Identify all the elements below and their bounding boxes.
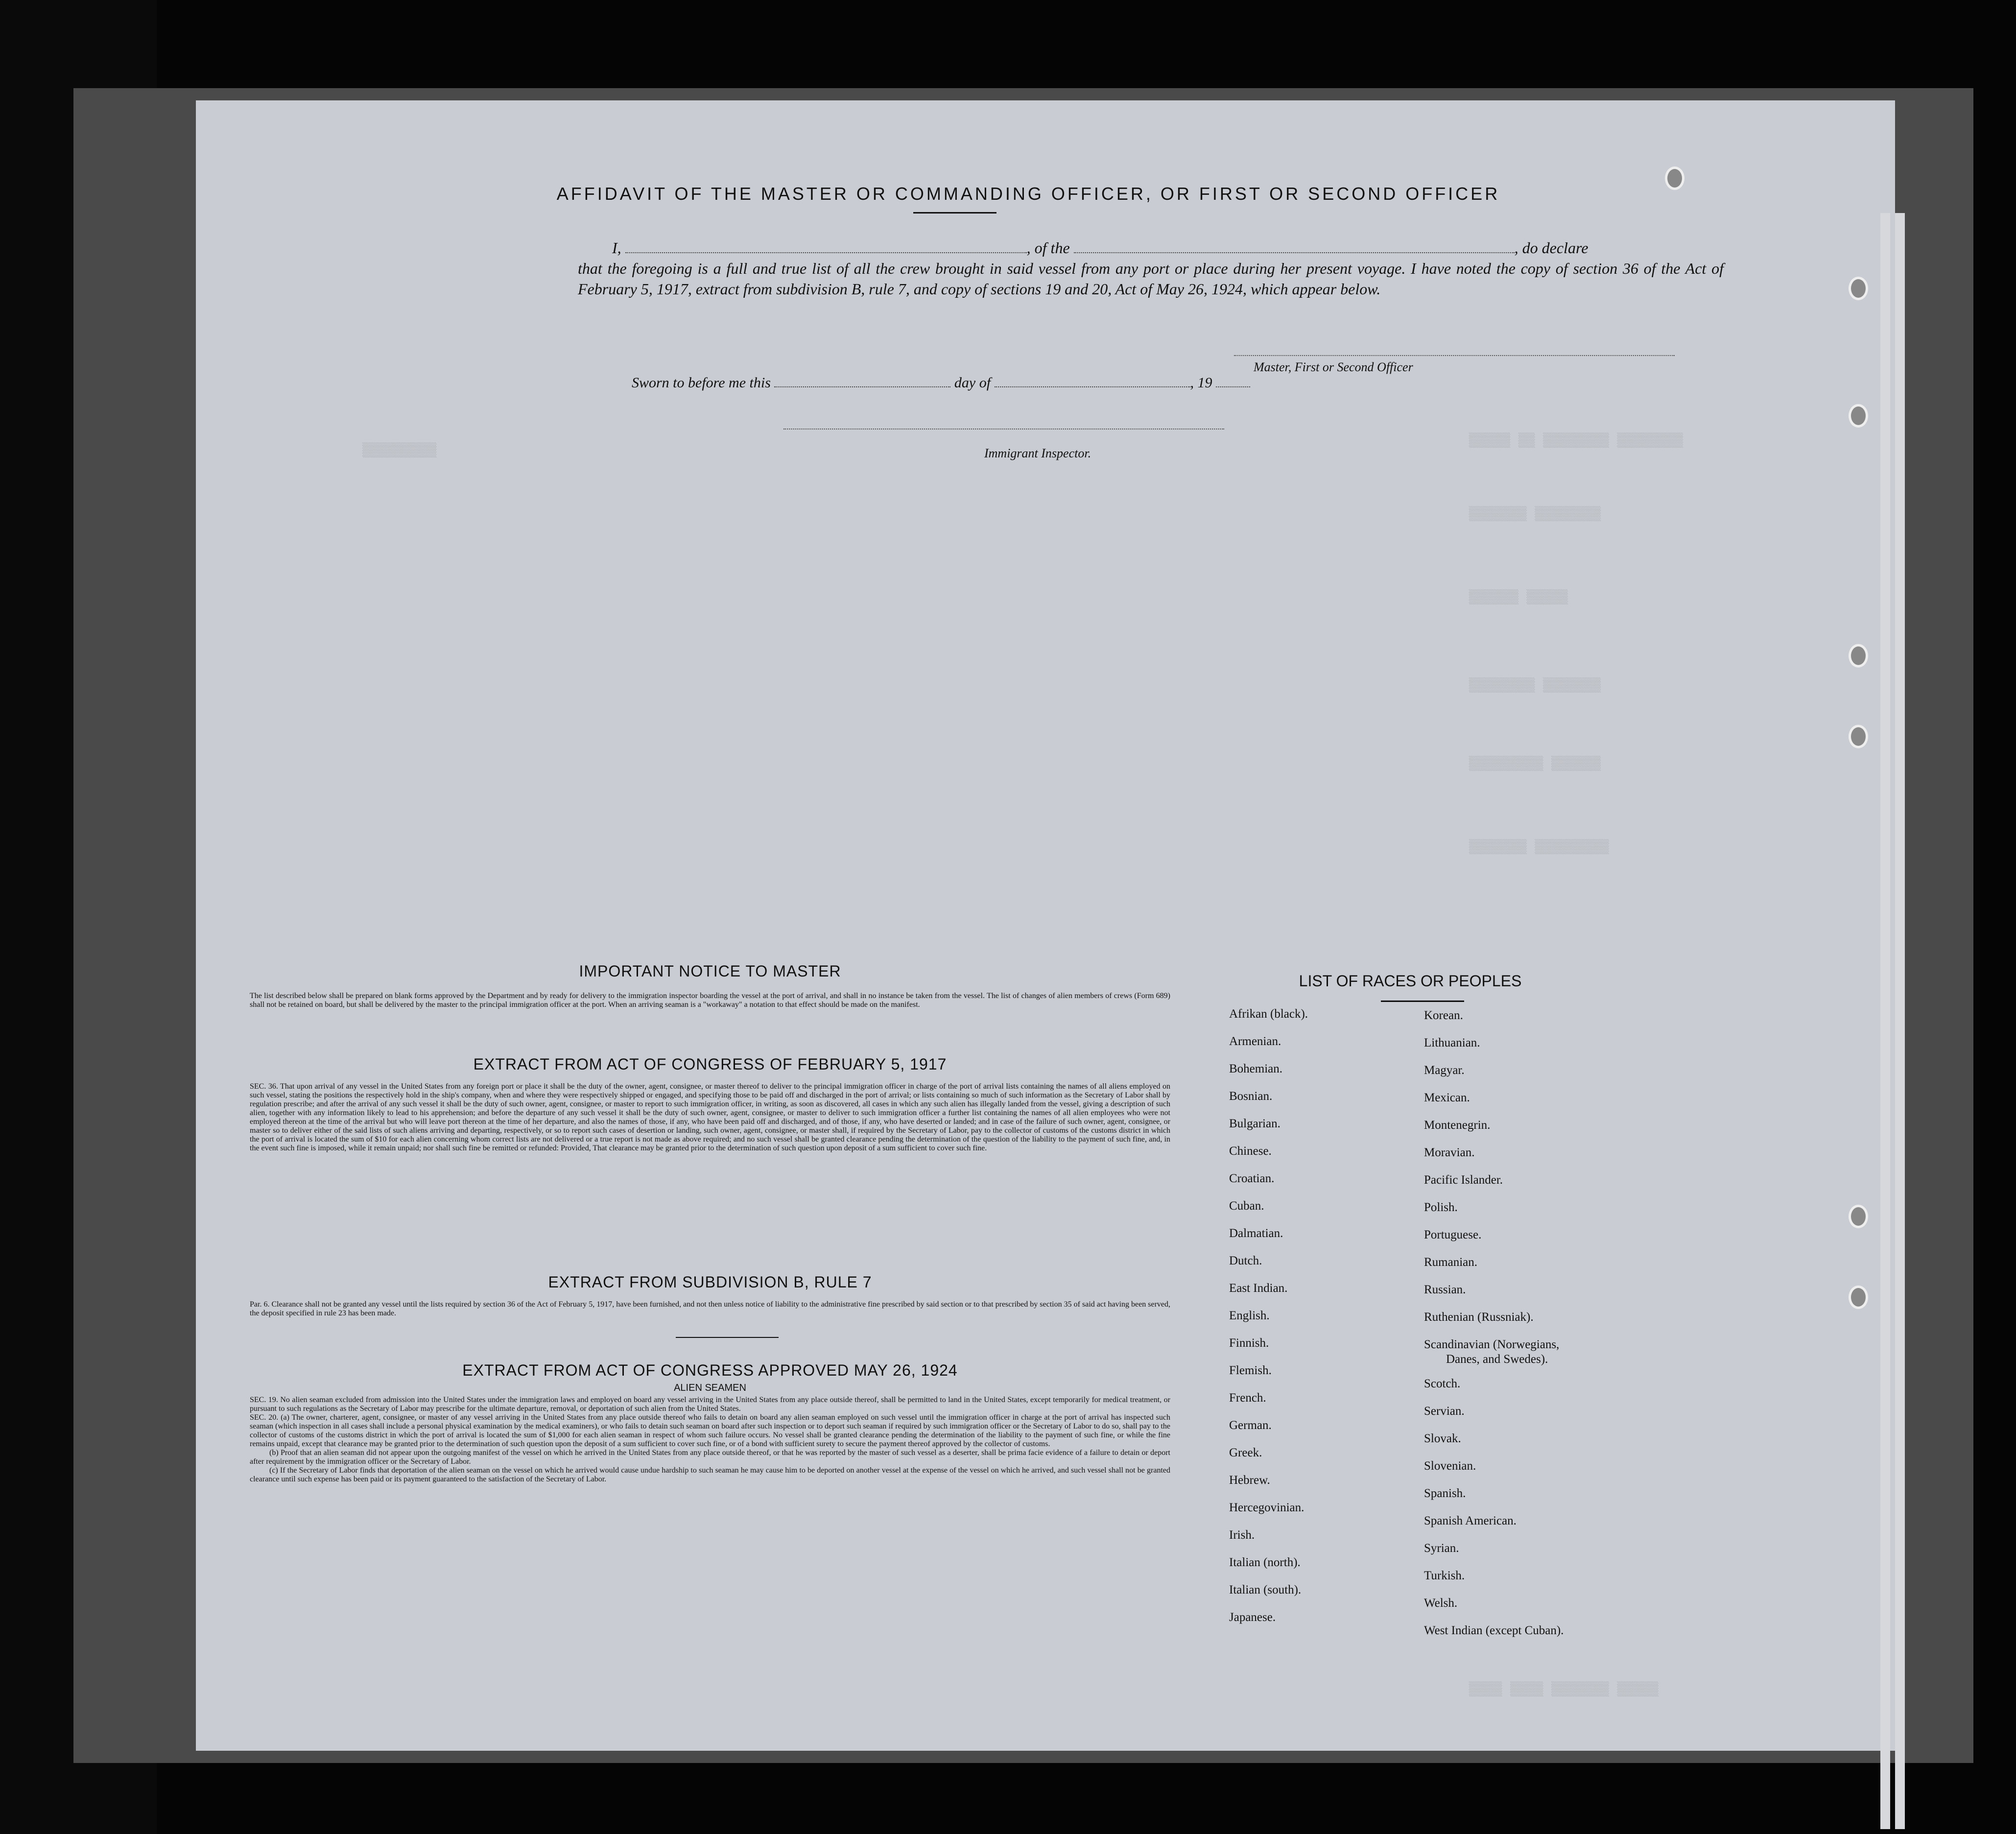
race-item: German. <box>1229 1419 1272 1432</box>
master-label: Master, First or Second Officer <box>1254 360 1413 374</box>
document-page <box>196 100 1895 1751</box>
race-item: Spanish American. <box>1424 1514 1517 1527</box>
binder-ring <box>1665 167 1684 190</box>
race-item: Scotch. <box>1424 1377 1461 1390</box>
binder-ring <box>1849 404 1868 428</box>
affidavit-title: AFFIDAVIT OF THE MASTER OR COMMANDING OFFICER, OR FIRST OR SECOND OFFICER <box>556 184 1500 204</box>
race-item: Korean. <box>1424 1009 1463 1022</box>
bleed-through-text: ▒▒▒▒▒ ▒▒▒▒▒▒ <box>1469 590 1568 605</box>
of-the-label: , of the <box>1026 239 1070 257</box>
sec20c-text: (c) If the Secretary of Labor finds that deportation of the alien seaman on the vessel on which he arrived would cause undue hardship to such seaman he may cause him to be deported on another vessel at the expense of the vessel on which he arrived, and such vessel shall not be granted clearance until such expense has been paid or its payment guaranteed to the satisfaction of the Secretary of Labor. <box>250 1466 1170 1483</box>
race-item: Magyar. <box>1424 1064 1465 1077</box>
extract-1917-title: EXTRACT FROM ACT OF CONGRESS OF FEBRUARY 5, 1917 <box>473 1055 947 1073</box>
sworn-year-field[interactable] <box>1216 375 1250 387</box>
sec20b-text: (b) Proof that an alien seaman did not appear upon the outgoing manifest of the vessel on which he arrived in the United States from any place outside thereof, or that he was reported by the master of such vessel as a deserter, shall be prima facie evidence of a failure to detain or deport after requirement by the immigration officer or the Secretary of Labor. <box>250 1449 1170 1466</box>
races-right-column <box>1424 1009 1564 1651</box>
inspector-label: Immigrant Inspector. <box>984 446 1091 460</box>
extract-1917-text: SEC. 36. That upon arrival of any vessel in the United States from any foreign port or place it shall be the duty of the owner, agent, consignee, or master thereof to deliver to the principal immigration officer in charge of the port of arrival lists containing the names of all aliens employed on such vessel, stating the positions the respectively hold in the ship's company, when and where they were respectively shipped or engaged, and specifying those to be paid off and discharged in the port of arrival; or lists containing so much of such information as the Secretary of Labor shall by regulation prescribe; and after the arrival of any such vessel it shall be the duty of such owner, agent, consignee, or master to report to such immigration officer, in writing, as soon as discovered, all cases in which any such alien has illegally landed from the vessel, giving a description of such alien, together with any information likely to lead to his apprehension; and before the departure of any such vessel it shall be the duty of such owner, agent, consignee, or master to deliver to such immigration officer a further list containing the names of all alien employees who were not employed thereon at the time of the arrival but who will leave port thereon at the time of her departure, and also the names of those, if any, who have been paid off and discharged, and of those, if any, who have deserted or landed; and in case of the failure of such owner, agent, consignee, or master so to deliver either of the said lists of such aliens arriving and departing, respectively, or so to report such cases of desertion or landing, such owner, agent, consignee, or master shall, if required by the Secretary of Labor, pay to the collector of customs of the customs district in which the port of arrival is located the sum of $10 for each alien concerning whom correct lists are not delivered or a true report is not made as above required; and no such vessel shall be granted clearance pending the determination of the question of the liability to the payment of such fine, and, in the event such fine is imposed, while it remain unpaid; nor shall such fine be remitted or refunded: Provided, That clearance may be granted prior to the determination of such question upon deposit of a sum sufficient to cover such fine. <box>250 1082 1170 1152</box>
races-title-rule <box>1381 1000 1464 1002</box>
race-item: Slovak. <box>1424 1432 1461 1445</box>
binder-ring <box>1849 1205 1868 1228</box>
extract-1924-sec19 <box>250 1396 1170 1484</box>
race-item: Slovenian. <box>1424 1459 1476 1473</box>
race-item: Servian. <box>1424 1405 1465 1418</box>
extract-1924-title: EXTRACT FROM ACT OF CONGRESS APPROVED MAY 26, 1924 <box>462 1361 958 1379</box>
race-item: Finnish. <box>1229 1336 1269 1350</box>
race-item: Welsh. <box>1424 1596 1458 1610</box>
race-item: Polish. <box>1424 1201 1458 1214</box>
race-item: Dutch. <box>1229 1254 1262 1267</box>
race-item: Irish. <box>1229 1528 1255 1542</box>
race-item: Turkish. <box>1424 1569 1465 1582</box>
subdivision-b-text: Par. 6. Clearance shall not be granted any vessel until the lists required by section 36 of the Act of February 5, 1917, have been furnished, and not then unless notice of liability to the administrative fine prescribed by said section or to that prescribed by section 35 of said act having been served, the deposit specified in rule 23 has been made. <box>250 1300 1170 1317</box>
race-item: Pacific Islander. <box>1424 1173 1503 1187</box>
race-item: Italian (south). <box>1229 1583 1302 1596</box>
binder-ring <box>1849 644 1868 667</box>
race-item: Cuban. <box>1229 1199 1264 1213</box>
affidavit-body <box>578 238 1724 299</box>
race-item: Bulgarian. <box>1229 1117 1281 1130</box>
race-item: Moravian. <box>1424 1146 1475 1159</box>
race-item: Mexican. <box>1424 1091 1470 1104</box>
race-item: Bosnian. <box>1229 1090 1273 1103</box>
day-of-label: day of <box>954 375 991 391</box>
sworn-month-field[interactable] <box>995 375 1190 387</box>
notice-text: The list described below shall be prepared on blank forms approved by the Department and by ready for delivery to the immigration inspector boarding the vessel at the port of arrival, and shall in no instance be taken from the vessel. The list of changes of alien members of crews (Form 689) shall not be retained on board, but shall be delivered by the master to the principal immigration officer at the port. When an arriving seaman is a "workaway" a notation to that effect should be made on the manifest. <box>250 992 1170 1009</box>
race-item: Spanish. <box>1424 1487 1466 1500</box>
race-item: Scandinavian (Norwegians, <box>1424 1338 1560 1351</box>
race-item: Russian. <box>1424 1283 1466 1296</box>
sec20a-text: SEC. 20. (a) The owner, charterer, agent, consignee, or master of any vessel arriving in the United States from any place outside thereof who fails to detain on board any alien seaman employed on such vessel until the immigration officer in charge at the port of arrival has inspected such seaman (which inspection in all cases shall include a personal physical examination by the medical examiners), or who fails to detain such seaman on board after such inspection or to deport such seaman if required by such immigration officer or the Secretary of Labor to do so, shall pay to the collector of customs of the customs district in which the port of arrival is located the sum of $1,000 for each alien seaman in respect of whom such failure occurs. No vessel shall be granted clearance pending the determination of the liability to the payment of such fine, or while the fine remains unpaid, except that clearance may be granted prior to the determination of such question upon the deposit of a sum sufficient to cover such fine, or of a bond with sufficient surety to secure the payment thereof approved by the collector of customs. <box>250 1413 1170 1448</box>
binder-ring <box>1849 277 1868 300</box>
race-item: Ruthenian (Russniak). <box>1424 1310 1534 1324</box>
race-item: Croatian. <box>1229 1172 1275 1185</box>
race-item: Italian (north). <box>1229 1556 1301 1569</box>
page-edge <box>1880 213 1890 1829</box>
binder-ring <box>1849 1286 1868 1309</box>
master-signature-line[interactable] <box>1234 355 1675 356</box>
section-rule <box>676 1337 779 1338</box>
race-item: West Indian (except Cuban). <box>1424 1624 1564 1637</box>
race-item: Japanese. <box>1229 1611 1276 1624</box>
race-item: English. <box>1229 1309 1270 1322</box>
bleed-through-text: ▒▒▒▒▒▒▒ ▒▒▒▒▒▒▒▒ <box>1469 678 1601 693</box>
race-item: Dalmatian. <box>1229 1227 1283 1240</box>
subdivision-b-title: EXTRACT FROM SUBDIVISION B, RULE 7 <box>548 1273 872 1291</box>
races-title: LIST OF RACES OR PEOPLES <box>1299 972 1522 990</box>
race-item: Rumanian. <box>1424 1256 1478 1269</box>
race-item: Hebrew. <box>1229 1474 1270 1487</box>
do-declare-label: , do declare <box>1514 239 1589 257</box>
race-item: Portuguese. <box>1424 1228 1482 1241</box>
year-label: , 19 <box>1190 375 1212 391</box>
alien-seamen-subtitle: ALIEN SEAMEN <box>674 1382 746 1393</box>
race-item: Afrikan (black). <box>1229 1007 1308 1021</box>
declarant-label: I, <box>612 239 621 257</box>
bleed-through-text: ▒▒▒▒▒▒ ▒▒▒▒▒▒▒▒▒ <box>1469 757 1601 772</box>
race-item: French. <box>1229 1391 1266 1405</box>
race-item: East Indian. <box>1229 1282 1288 1295</box>
bleed-through-text: ▒▒▒▒▒▒▒▒ ▒▒▒▒▒▒▒ <box>1469 507 1601 522</box>
sworn-day-field[interactable] <box>774 375 950 387</box>
sworn-line <box>632 375 1250 391</box>
declarant-name-field[interactable] <box>625 240 1027 253</box>
race-item: Lithuanian. <box>1424 1036 1480 1049</box>
race-item: Flemish. <box>1229 1364 1272 1377</box>
bleed-through-text: ▒▒▒▒▒▒▒▒▒ <box>362 443 437 458</box>
race-item: Syrian. <box>1424 1542 1459 1555</box>
sworn-label: Sworn to before me this <box>632 375 771 391</box>
notice-title: IMPORTANT NOTICE TO MASTER <box>579 962 841 980</box>
bleed-through-text: ▒▒▒▒▒▒▒▒ ▒▒▒▒▒▒▒▒ ▒▒ ▒▒▒▒▒ <box>1469 433 1683 449</box>
affidavit-text: that the foregoing is a full and true list of all the crew brought in said vessel from any port or place during her present voyage. I have noted the copy of section 36 of the Act of February 5, 1917, extract from subdivision B, rule 7, and copy of sections 19 and 20, Act of May 26, 1924, which appear below. <box>578 260 1724 298</box>
bleed-through-text: ▒▒▒▒▒▒▒▒▒ ▒▒▒▒▒▒▒ <box>1469 840 1609 855</box>
race-item: Bohemian. <box>1229 1062 1283 1075</box>
vessel-name-field[interactable] <box>1074 240 1515 253</box>
bleed-through-text: ▒▒▒▒▒ ▒▒▒▒▒▒▒ ▒▒▒▒ ▒▒▒▒ <box>1469 1682 1659 1697</box>
page-edge <box>1895 213 1905 1829</box>
title-rule <box>913 212 996 214</box>
race-item: Greek. <box>1229 1446 1262 1459</box>
race-item: Montenegrin. <box>1424 1119 1491 1132</box>
race-item: Hercegovinian. <box>1229 1501 1304 1514</box>
race-item: Armenian. <box>1229 1035 1281 1048</box>
binder-ring <box>1849 725 1868 748</box>
race-item: Danes, and Swedes). <box>1446 1353 1548 1366</box>
declaration-line <box>578 238 1724 258</box>
races-left-column <box>1229 1007 1308 1638</box>
race-item: Chinese. <box>1229 1144 1272 1158</box>
sec19-text: SEC. 19. No alien seaman excluded from admission into the United States under the immigration laws and employed on board any vessel arriving in the United States from any place outside thereof, shall be permitted to land in the United States, except temporarily for medical treatment, or pursuant to such regulations as the Secretary of Labor may prescribe for the ultimate departure, removal, or deportation of such alien from the United States. <box>250 1396 1170 1413</box>
